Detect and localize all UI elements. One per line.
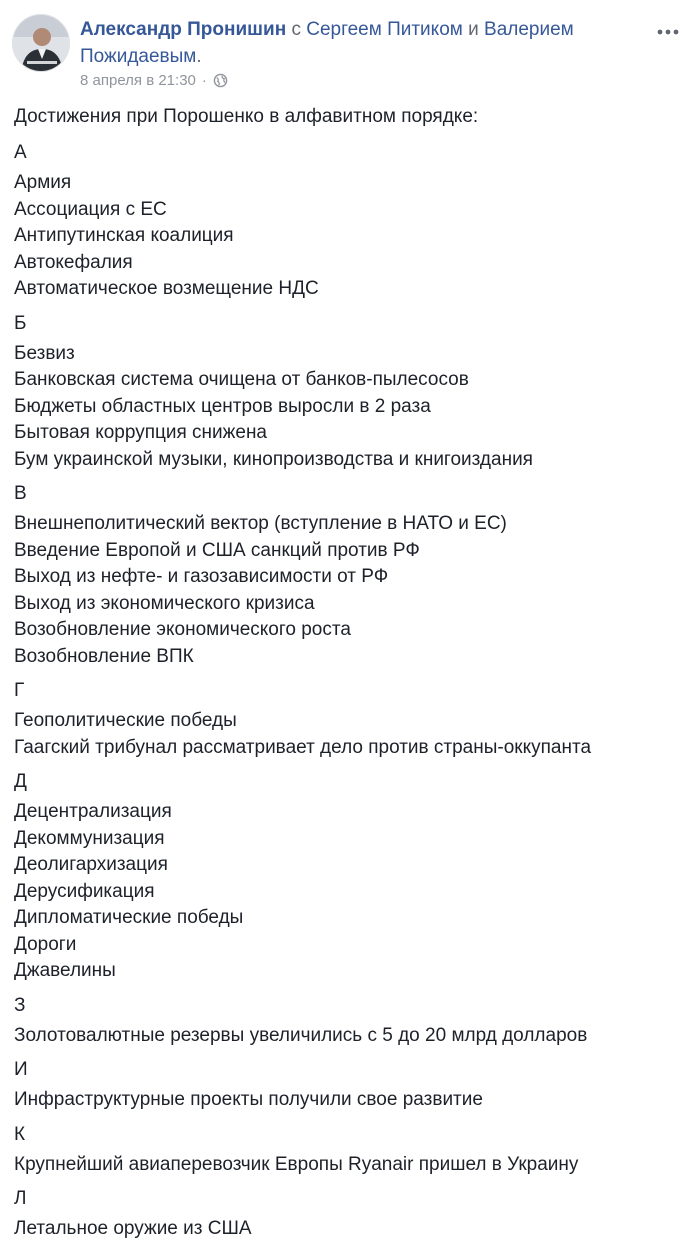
section-letter: Л [14, 1188, 27, 1209]
letter-section [14, 1057, 674, 1114]
achievement-item: Деолигархизация [14, 854, 168, 875]
achievement-item: Автокефалия [14, 251, 133, 273]
letter-section [14, 481, 674, 670]
achievement-item: Крупнейший авиаперевозчик Европы Ryanair пришел в Украину [14, 1153, 579, 1175]
achievement-item: Армия [14, 172, 72, 193]
achievements-list [14, 140, 674, 1243]
achievement-item: Децентрализация [14, 801, 172, 822]
title-suffix: . [196, 46, 202, 67]
achievement-item: Введение Европой и США санкций против РФ [14, 539, 420, 561]
achievement-item: Бытовая коррупция снижена [14, 422, 268, 443]
achievement-item: Выход из нефте- и газозависимости от РФ [14, 566, 389, 587]
post-title-line [80, 16, 640, 70]
achievement-item: Банковская система очищена от банков-пылесосов [14, 369, 469, 390]
achievement-item: Бум украинской музыки, кинопроизводства и книгоиздания [14, 448, 533, 470]
letter-section [14, 1122, 674, 1179]
globe-icon[interactable] [213, 73, 228, 88]
achievement-item: Безвиз [14, 342, 75, 364]
author-name-link[interactable]: Александр Пронишин [80, 19, 287, 40]
achievement-item: Декоммунизация [14, 827, 165, 849]
achievement-item: Возобновление ВПК [14, 645, 194, 667]
with-word: с [291, 19, 301, 40]
letter-section [14, 678, 674, 761]
letter-section [14, 140, 674, 303]
achievement-item: Антипутинская коалиция [14, 225, 234, 246]
achievement-item: Выход из экономического кризиса [14, 592, 315, 614]
achievement-item: Гаагский трибунал рассматривает дело против страны-оккупанта [14, 736, 592, 758]
post-intro: Достижения при Порошенко в алфавитном порядке: [14, 106, 479, 127]
section-letter: Б [14, 312, 27, 334]
achievement-item: Летальное оружие из США [14, 1218, 252, 1239]
meta-separator: · [201, 72, 207, 89]
avatar[interactable] [12, 14, 70, 72]
achievement-item: Возобновление экономического роста [14, 619, 351, 640]
achievement-item: Геополитические победы [14, 710, 237, 731]
section-letter: В [14, 483, 27, 504]
letter-section [14, 993, 674, 1050]
achievement-item: Дерусификация [14, 880, 155, 902]
section-letter: А [14, 142, 27, 163]
letter-section [14, 769, 674, 985]
more-dots-icon [653, 22, 683, 42]
letter-section [14, 1186, 674, 1243]
post-timestamp-link[interactable]: 8 апреля в 21:30 [80, 72, 196, 89]
achievement-item: Инфраструктурные проекты получили свое развитие [14, 1089, 483, 1110]
section-letter: Д [14, 771, 27, 792]
section-letter: Г [14, 680, 25, 701]
section-letter: К [14, 1123, 26, 1145]
tagged-user-link-1[interactable]: Сергеем Питиком [306, 19, 463, 40]
post-header [12, 14, 683, 94]
tagged-user-link-2[interactable]: Валерием Пожидаевым [80, 19, 574, 67]
achievement-item: Дипломатические победы [14, 907, 244, 928]
section-letter: И [14, 1059, 28, 1080]
post-meta [80, 72, 228, 89]
achievement-item: Джавелины [14, 960, 116, 981]
more-options-button[interactable] [653, 22, 683, 42]
avatar-photo-icon [13, 15, 70, 72]
section-letter: З [14, 994, 26, 1016]
letter-section [14, 311, 674, 474]
post-body [14, 104, 674, 1251]
and-word: и [468, 19, 479, 40]
achievement-item: Внешнеполитический вектор (вступление в НАТО и ЕС) [14, 513, 507, 534]
achievement-item: Ассоциация с ЕС [14, 198, 167, 220]
achievement-item: Дороги [14, 933, 77, 955]
achievement-item: Золотовалютные резервы увеличились с 5 до 20 млрд долларов [14, 1024, 588, 1046]
achievement-item: Бюджеты областных центров выросли в 2 раза [14, 395, 431, 417]
achievement-item: Автоматическое возмещение НДС [14, 278, 319, 299]
